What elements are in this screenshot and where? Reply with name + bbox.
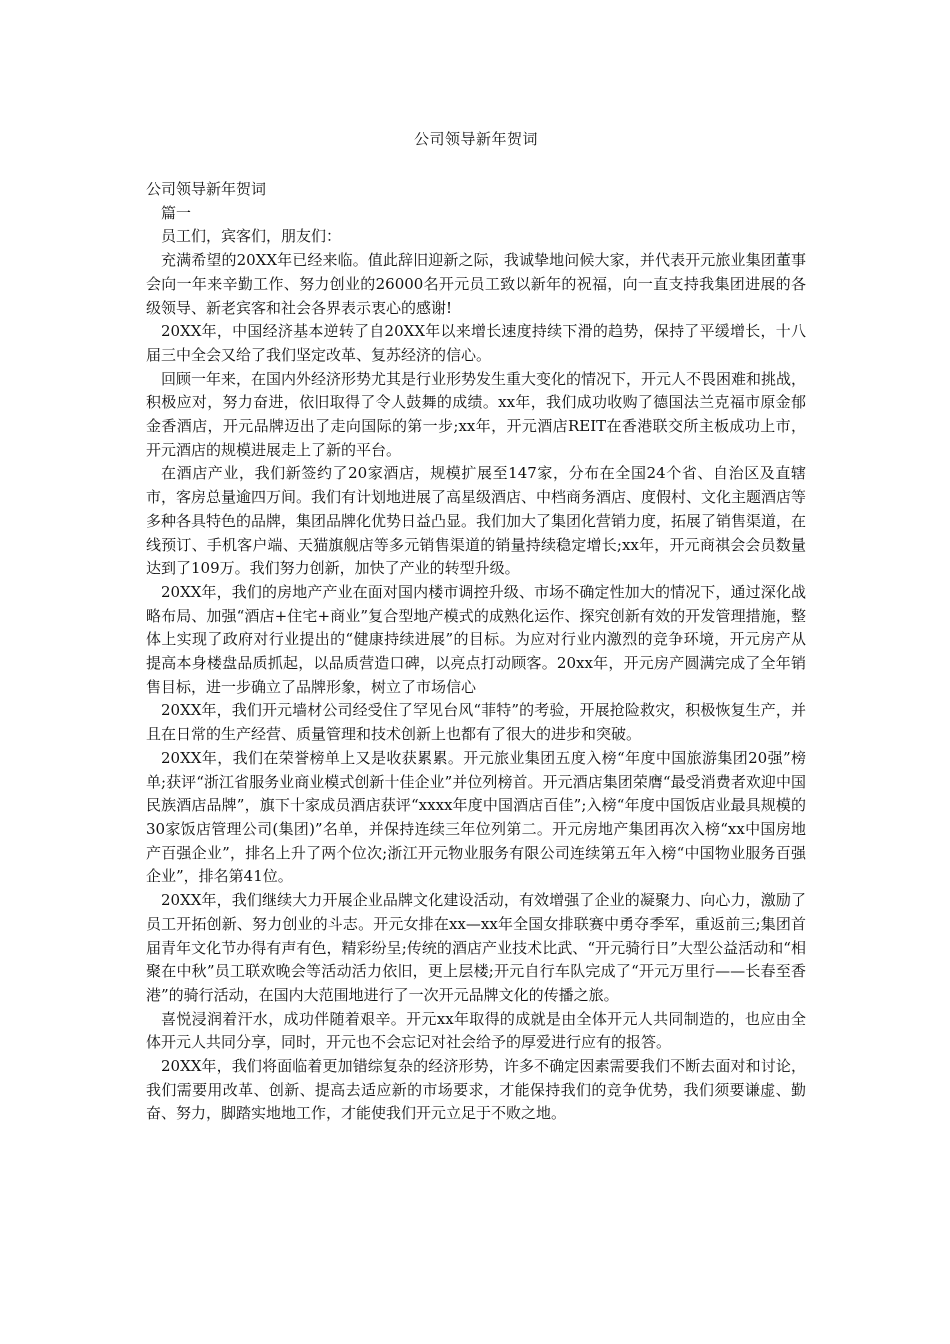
section-heading: 篇一	[161, 203, 192, 222]
paragraph: 20XX年，我们继续大力开展企业品牌文化建设活动，有效增强了企业的凝聚力、向心力，激励了员工开拓创新、努力创业的斗志。开元女排在xx—xx年全国女排联赛中勇夺季军，重返前三;集团首届青年文化节办得有声有色，精彩纷呈;传统的酒店产业技术比武、“开元骑行日”大型公益活动和“相聚在中秋”员工联欢晚会等活动活力依旧，更上层楼;开元自行车队完成了“开元万里行——长春至香港”的骑行活动，在国内大范围地进行了一次开元品牌文化的传播之旅。	[146, 891, 806, 1004]
paragraph: 喜悦浸润着汗水，成功伴随着艰辛。开元xx年取得的成就是由全体开元人共同制造的，也应由全体开元人共同分享，同时，开元也不会忘记对社会给予的厚爱进行应有的报答。	[146, 1009, 806, 1052]
paragraph: 20XX年，我们开元墙材公司经受住了罕见台风“菲特”的考验，开展抢险救灾，积极恢复生产，并且在日常的生产经营、质量管理和技术创新上也都有了很大的进步和突破。	[146, 701, 806, 744]
paragraph: 充满希望的20XX年已经来临。值此辞旧迎新之际，我诚挚地问候大家，并代表开元旅业集团董事会向一年来辛勤工作、努力创业的26000名开元员工致以新年的祝福，向一直支持我集团进展的各级领导、新老宾客和社会各界表示衷心的感谢!	[146, 251, 806, 317]
paragraph: 回顾一年来，在国内外经济形势尤其是行业形势发生重大变化的情况下，开元人不畏困难和挑战，积极应对，努力奋进，依旧取得了令人鼓舞的成绩。xx年，我们成功收购了德国法兰克福市原金郁金香酒店，开元品牌迈出了走向国际的第一步;xx年，开元酒店REIT在香港联交所主板成功上市，开元酒店的规模进展走上了新的平台。	[146, 369, 807, 459]
paragraph: 20XX年，我们将面临着更加错综复杂的经济形势，许多不确定因素需要我们不断去面对和讨论，我们需要用改革、创新、提高去适应新的市场要求，才能保持我们的竞争优势，我们须要谦虚、勤奋、努力，脚踏实地地工作，才能使我们开元立足于不败之地。	[146, 1057, 806, 1123]
document-title: 公司领导新年贺词	[413, 130, 538, 148]
paragraph: 20XX年，我们在荣誉榜单上又是收获累累。开元旅业集团五度入榜“年度中国旅游集团20强”榜单;获评“浙江省服务业商业模式创新十佳企业”并位列榜首。开元酒店集团荣膺“最受消费者欢迎中国民族酒店品牌”，旗下十家成员酒店获评“xxxx年度中国酒店百佳”;入榜“年度中国饭店业最具规模的30家饭店管理公司(集团)”名单，并保持连续三年位列第二。开元房地产集团再次入榜“xx中国房地产百强企业”，排名上升了两个位次;浙江开元物业服务有限公司连续第五年入榜“中国物业服务百强企业”，排名第41位。	[146, 748, 806, 886]
paragraph: 在酒店产业，我们新签约了20家酒店，规模扩展至147家，分布在全国24个省、自治区及直辖市，客房总量逾四万间。我们有计划地进展了高星级酒店、中档商务酒店、度假村、文化主题酒店等多种各具特色的品牌，集团品牌化优势日益凸显。我们加大了集团化营销力度，拓展了销售渠道，在线预订、手机客户端、天猫旗舰店等多元销售渠道的销量持续稳定增长;xx年，开元商祺会会员数量达到了109万。我们努力创新，加快了产业的转型升级。	[146, 464, 807, 578]
document-subtitle: 公司领导新年贺词	[146, 180, 267, 198]
paragraph: 20XX年，我们的房地产产业在面对国内楼市调控升级、市场不确定性加大的情况下，通过深化战略布局、加强“酒店+住宅+商业”复合型地产模式的成熟化运作、探究创新有效的开发管理措施，整体上实现了政府对行业提出的“健康持续进展”的目标。为应对行业内激烈的竞争环境，开元房产从提高本身楼盘品质抓起，以品质营造口碑，以亮点打动顾客。20xx年，开元房产圆满完成了全年销售目标，进一步确立了品牌形象，树立了市场信心	[146, 582, 806, 696]
paragraph: 20XX年，中国经济基本逆转了自20XX年以来增长速度持续下滑的趋势，保持了平缓增长，十八届三中全会又给了我们坚定改革、复苏经济的信心。	[146, 322, 806, 364]
document-body	[146, 178, 806, 1126]
salutation: 员工们，宾客们，朋友们：	[161, 227, 342, 246]
